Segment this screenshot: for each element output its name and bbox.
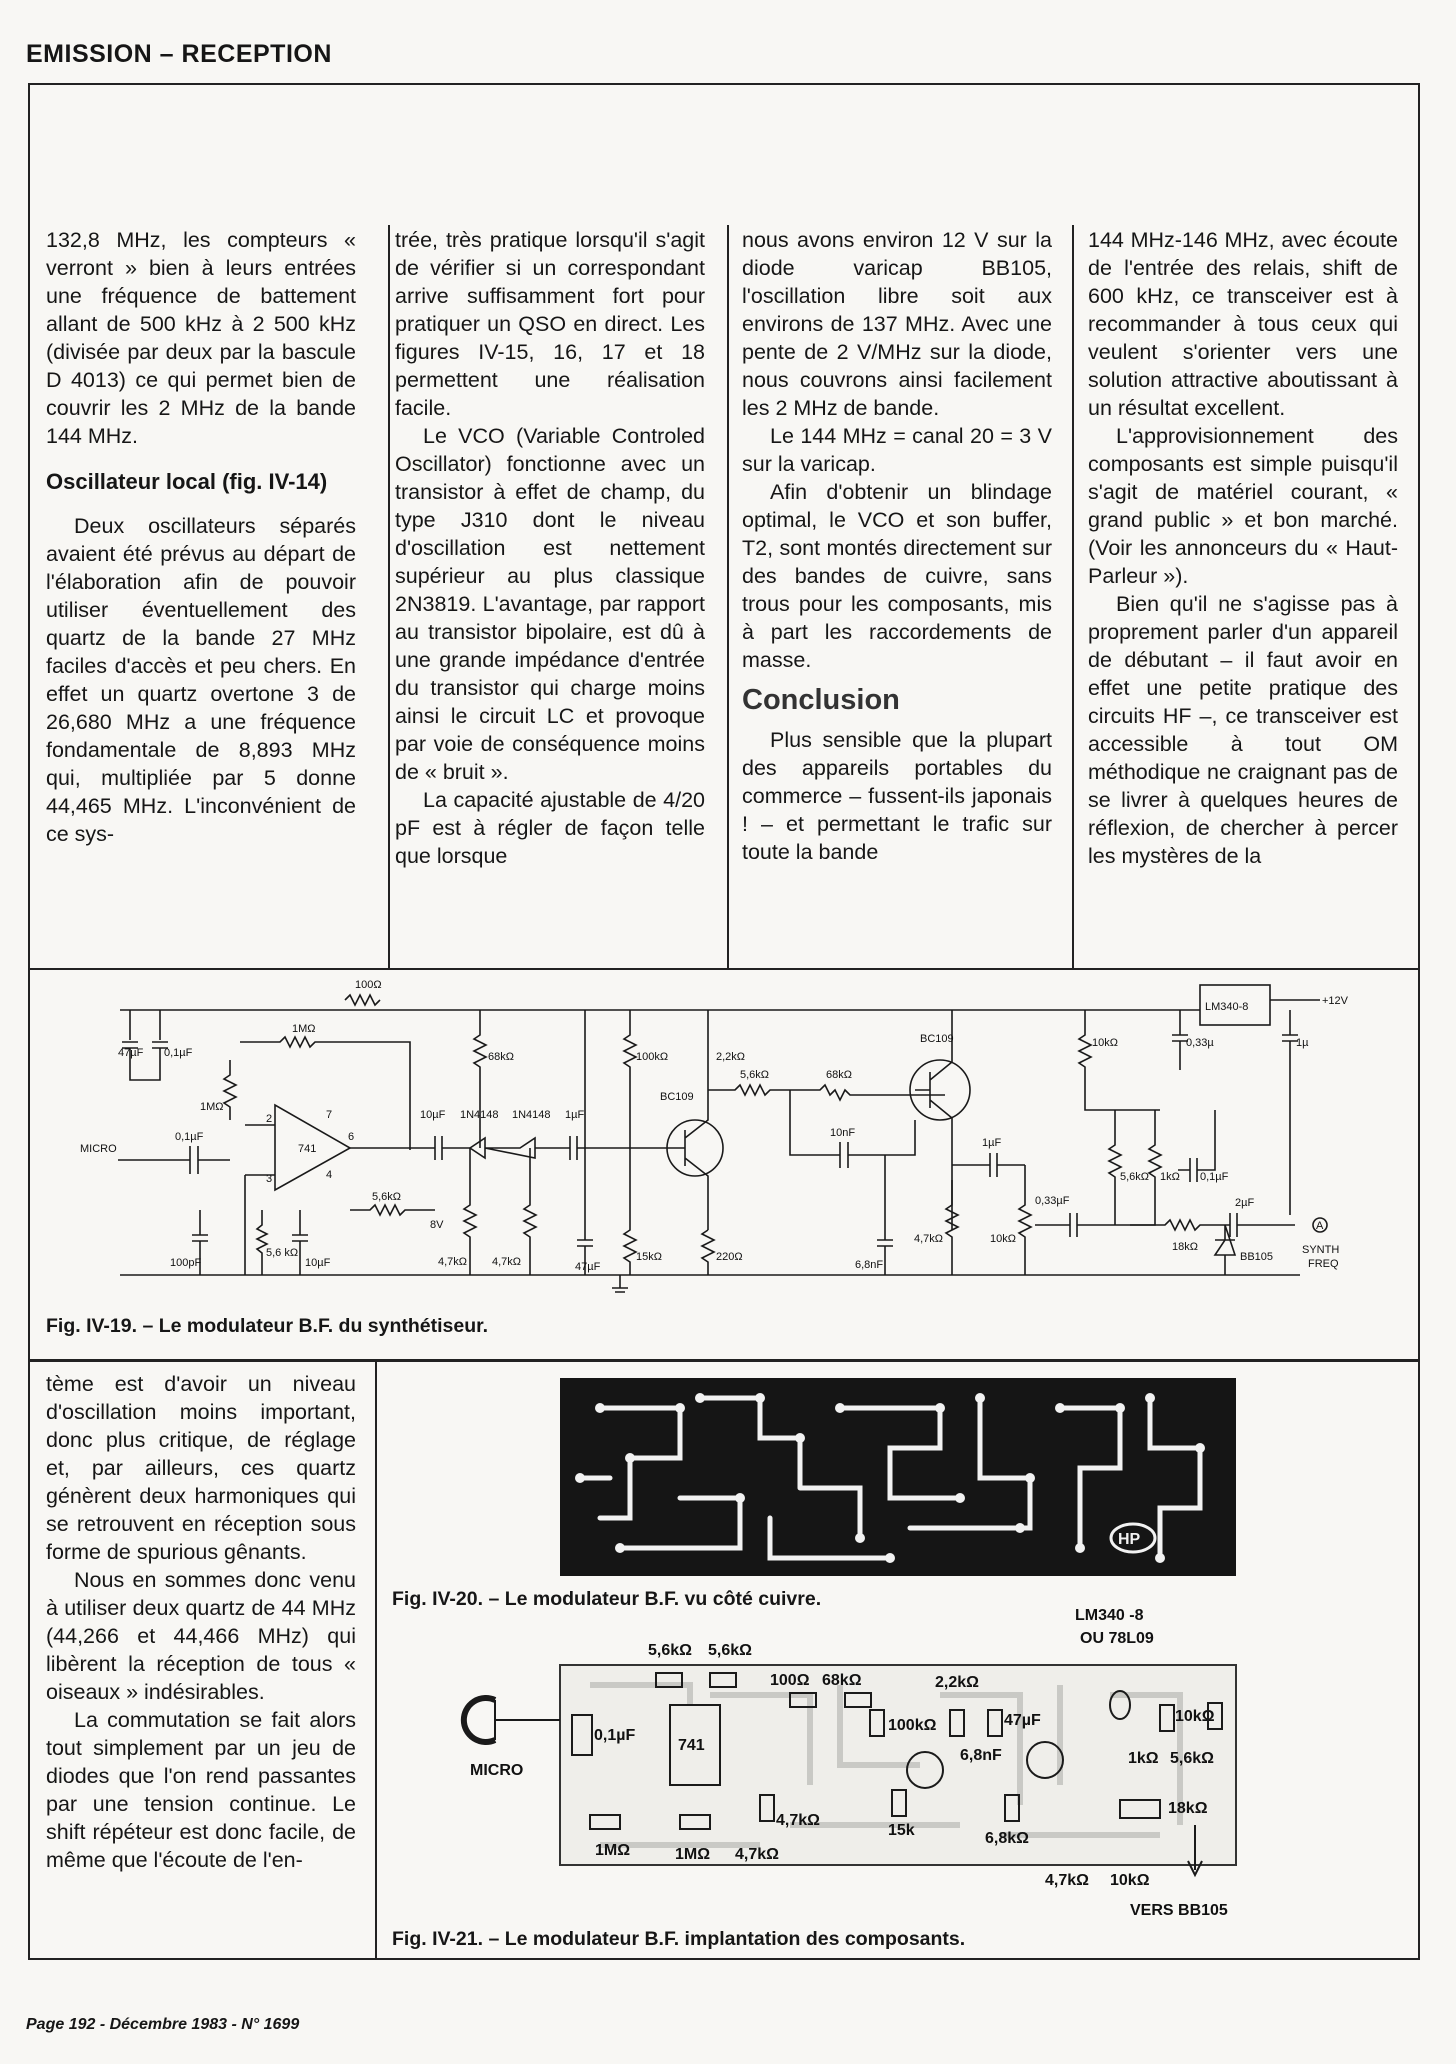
label-47k-c: 4,7kΩ: [1045, 1872, 1089, 1889]
label-1m-b: 1MΩ: [675, 1846, 711, 1863]
label-vers-bb105: VERS BB105: [1130, 1902, 1228, 1919]
label-56k-a: 5,6kΩ: [648, 1642, 692, 1659]
label-1k: 1kΩ: [1128, 1750, 1159, 1767]
label-micro: MICRO: [80, 1143, 117, 1155]
label-01uf-c: 0,1µF: [1200, 1171, 1229, 1183]
label-741: 741: [298, 1143, 317, 1155]
label-1u: 1µ: [1296, 1037, 1309, 1049]
label-56k-bias: 5,6kΩ: [372, 1191, 402, 1203]
column-rule: [1072, 225, 1074, 968]
paragraph: Le VCO (Variable Controled Oscillator) fonctionne avec un transistor à effet de champ, du type J310 dont le niveau d'oscillation est nettement supérieur au plus classique 2N3819. L'avantage, par rapport au transistor bipolaire, est dû à une grande impédance d'entrée du transistor qui charge moins ainsi le circuit LC et provoque par voie de conséquence moins de « bruit ».: [395, 424, 705, 784]
label-033u: 0,33µ: [1186, 1037, 1214, 1049]
paragraph: La commutation se fait alors tout simplement par un jeu de diodes que l'on rend passantes par une tension continue. Le shift répéteur est donc facile, de même que l'écoute de l'en-: [46, 1708, 356, 1872]
section-header: EMISSION – RECEPTION: [26, 40, 332, 68]
label-12v: +12V: [1322, 995, 1348, 1007]
label-22k: 2,2kΩ: [935, 1674, 979, 1691]
label-47k-b: 4,7kΩ: [492, 1256, 522, 1268]
column-rule: [727, 225, 729, 968]
label-47k-a: 4,7kΩ: [438, 1256, 468, 1268]
label-8v: 8V: [430, 1219, 444, 1231]
label-47uf-b: 47µF: [575, 1261, 601, 1273]
label-1k: 1kΩ: [1160, 1171, 1180, 1183]
pcb-logo: HP: [1118, 1531, 1141, 1548]
figure-caption-20: Fig. IV-20. – Le modulateur B.F. vu côté cuivre.: [392, 1588, 822, 1610]
label-56k-c: 5,6kΩ: [1120, 1171, 1150, 1183]
label-10k: 10kΩ: [1175, 1708, 1215, 1725]
label-22k: 2,2kΩ: [716, 1051, 746, 1063]
label-2uf: 2µF: [1235, 1197, 1255, 1209]
figure-caption-19: Fig. IV-19. – Le modulateur B.F. du synthétiseur.: [46, 1315, 489, 1337]
paragraph: nous avons environ 12 V sur la diode varicap BB105, l'oscillation libre soit aux environs de 137 MHz. Avec une pente de 2 V/MHz sur la diode, nous couvrons ainsi facilement les 2 MHz de bande.: [742, 228, 1052, 420]
label-bb105: BB105: [1240, 1251, 1274, 1263]
label-100k: 100kΩ: [888, 1717, 937, 1734]
label-56k: 5,6 kΩ: [266, 1247, 299, 1259]
column-rule: [375, 1360, 377, 1960]
label-1uf-b: 1µF: [982, 1137, 1002, 1149]
label-100ohm: 100Ω: [770, 1672, 810, 1689]
pin-label: 3: [266, 1173, 273, 1185]
label-micro: MICRO: [470, 1762, 524, 1779]
paragraph: Nous en sommes donc venu à utiliser deux quartz de 44 MHz (44,266 et 44,466 MHz) qui libèrent la réception de tous « oiseaux » indésirables.: [46, 1568, 356, 1704]
subheading: Oscillateur local (fig. IV-14): [46, 469, 328, 494]
subheading: Conclusion: [742, 684, 900, 716]
label-freq: FREQ: [1308, 1258, 1339, 1270]
paragraph: La capacité ajustable de 4/20 pF est à régler de façon telle que lorsque: [395, 788, 705, 868]
pin-label: 7: [326, 1109, 333, 1121]
label-68k-b: 6,8kΩ: [985, 1830, 1029, 1847]
paragraph: Plus sensible que la plupart des appareils portables du commerce – fussent-ils japonais ! – et permettant le trafic sur toute la bande: [742, 728, 1052, 864]
label-01uf: 0,1µF: [164, 1047, 193, 1059]
label-18k: 18kΩ: [1168, 1800, 1208, 1817]
label-47k-a: 4,7kΩ: [776, 1812, 820, 1829]
pin-label: 6: [348, 1131, 355, 1143]
paragraph: L'approvisionnement des composants est simple puisqu'il s'agit de matériel courant, « grand public » et bon marché. (Voir les annonceurs du « Haut-Parleur »).: [1088, 424, 1398, 588]
column-rule: [388, 225, 390, 968]
label-pot-10k: 10kΩ: [990, 1233, 1016, 1245]
component-layout-figure: [460, 1585, 1340, 1925]
label-10uf: 10µF: [305, 1257, 331, 1269]
label-68k: 68kΩ: [822, 1672, 862, 1689]
paragraph: 144 MHz-146 MHz, avec écoute de l'entrée des relais, shift de 600 kHz, ce transceiver est à recommander à tous ceux qui veulent s'orienter vers une solution attractive aboutissant à un résultat excellent.: [1088, 228, 1398, 420]
label-lm340: LM340 -8: [1075, 1607, 1144, 1624]
paragraph: trée, très pratique lorsqu'il s'agit de vérifier si un correspondant arrive suffisamment fort pour pratiquer un QSO en direct. Les figures IV-15, 16, 17 et 18 permettent une réalisation facile.: [395, 228, 705, 420]
text-column-bottom: [46, 1370, 356, 1874]
label-1m-feedback: 1MΩ: [292, 1023, 316, 1035]
label-100k: 100kΩ: [636, 1051, 669, 1063]
label-18k: 18kΩ: [1172, 1241, 1198, 1253]
text-column-1: [46, 226, 356, 848]
label-bc109-a: BC109: [660, 1091, 694, 1103]
label-10nf: 10nF: [830, 1127, 856, 1139]
label-1m-a: 1MΩ: [595, 1842, 631, 1859]
label-15k: 15k: [888, 1822, 915, 1839]
label-56k-b: 5,6kΩ: [740, 1069, 770, 1081]
paragraph: Afin d'obtenir un blindage optimal, le VCO et son buffer, T2, sont montés directement sur des bandes de cuivre, sans trous pour les composants, mis à part les raccordements de masse.: [742, 480, 1052, 672]
label-47uf: 47µF: [118, 1047, 144, 1059]
paragraph: Deux oscillateurs séparés avaient été prévus au départ de l'élaboration afin de pouvoir utiliser éventuellement des quartz de la bande 27 MHz faciles d'accès et peu chers. En effet un quartz overtone 3 de 26,680 MHz a une fréquence fondamentale de 8,893 MHz qui, multipliée par 5 donne 44,465 MHz. L'inconvénient de ce sys-: [46, 514, 356, 846]
label-ic-741: 741: [678, 1737, 705, 1754]
label-1uf: 1µF: [565, 1109, 585, 1121]
label-output-a: A: [1316, 1220, 1324, 1232]
text-column-3: [742, 226, 1052, 866]
label-lm340: LM340-8: [1205, 1001, 1249, 1013]
label-47k-c: 4,7kΩ: [914, 1233, 944, 1245]
label-bc109-b: BC109: [920, 1033, 954, 1045]
label-01uf-input: 0,1µF: [175, 1131, 204, 1143]
figure-caption-21: Fig. IV-21. – Le modulateur B.F. implantation des composants.: [392, 1928, 966, 1950]
label-56k-c: 5,6kΩ: [1170, 1750, 1214, 1767]
paragraph: Le 144 MHz = canal 20 = 3 V sur la varicap.: [742, 424, 1052, 476]
label-220: 220Ω: [716, 1251, 743, 1263]
label-78l09: OU 78L09: [1080, 1630, 1154, 1647]
paragraph: Bien qu'il ne s'agisse pas à proprement parler d'un appareil de débutant – il faut avoir en effet une petite pratique des circuits HF –, ce transceiver est accessible à tout OM méthodique ne craignant pas de se livrer à quelques heures de réflexion, de chercher à percer les mystères de la: [1088, 592, 1398, 868]
pcb-copper-figure: [560, 1378, 1236, 1576]
label-68nf: 6,8nF: [960, 1747, 1002, 1764]
page-footer: Page 192 - Décembre 1983 - N° 1699: [26, 2016, 300, 2033]
label-100ohm: 100Ω: [355, 979, 382, 991]
schematic-diagram: [30, 970, 1418, 1318]
label-47k-b: 4,7kΩ: [735, 1846, 779, 1863]
label-56k-b: 5,6kΩ: [708, 1642, 752, 1659]
text-column-4: [1088, 226, 1398, 870]
label-diode1: 1N4148: [460, 1109, 499, 1121]
pin-label: 2: [266, 1113, 273, 1125]
pin-label: 4: [326, 1169, 333, 1181]
label-68k-b: 68kΩ: [826, 1069, 852, 1081]
label-synth: SYNTH: [1302, 1244, 1340, 1256]
label-100pf: 100pF: [170, 1257, 202, 1269]
label-033uf: 0,33µF: [1035, 1195, 1070, 1207]
paragraph: 132,8 MHz, les compteurs « verront » bien à leurs entrées une fréquence de battement allant de 500 kHz à 2 500 kHz (divisée par deux par la bascule D 4013) ce qui permet bien de couvrir les 2 MHz de la bande 144 MHz.: [46, 228, 356, 448]
label-10k: 10kΩ: [1092, 1037, 1118, 1049]
paragraph: tème est d'avoir un niveau d'oscillation moins important, donc plus critique, de réglage et, par ailleurs, ces quartz génèrent deux harmoniques qui se retrouvent en réception sous forme de spurious gênants.: [46, 1372, 356, 1564]
label-68k: 68kΩ: [488, 1051, 514, 1063]
label-01uf: 0,1µF: [594, 1727, 636, 1744]
label-diode2: 1N4148: [512, 1109, 551, 1121]
label-68nf: 6,8nF: [855, 1259, 884, 1271]
label-15k: 15kΩ: [636, 1251, 662, 1263]
label-47uf: 47µF: [1004, 1712, 1041, 1729]
label-1m-pot: 1MΩ: [200, 1101, 224, 1113]
text-column-2: [395, 226, 705, 870]
label-10uf-out: 10µF: [420, 1109, 446, 1121]
label-10k-b: 10kΩ: [1110, 1872, 1150, 1889]
